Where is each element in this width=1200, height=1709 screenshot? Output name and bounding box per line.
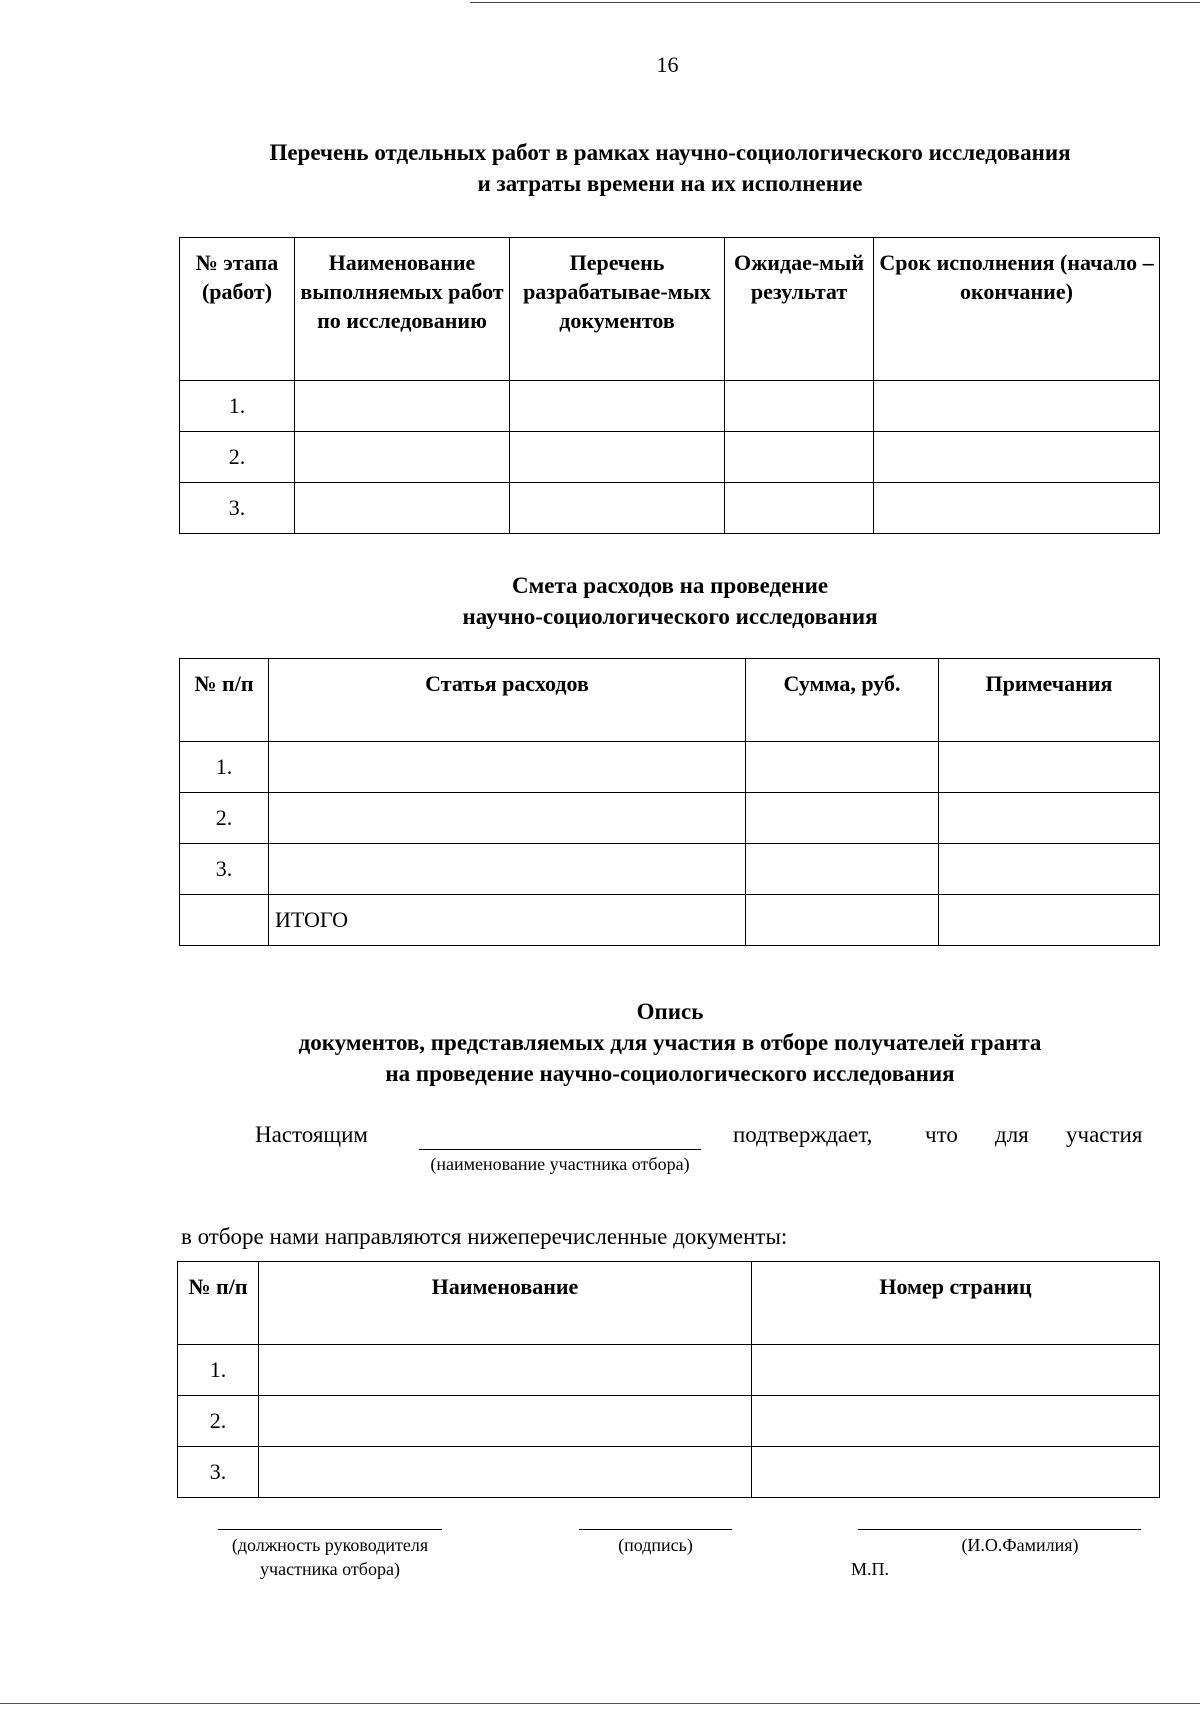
cell	[259, 1447, 752, 1498]
table-row	[180, 844, 1160, 895]
cell	[939, 844, 1160, 895]
cell	[269, 793, 746, 844]
cell	[752, 1396, 1160, 1447]
cell	[746, 895, 939, 946]
signature-caption: (подпись)	[618, 1535, 693, 1555]
row-number: 1.	[180, 381, 295, 432]
position-caption-line2: участника отбора)	[260, 1559, 400, 1579]
section3-title-line1: Опись	[636, 999, 704, 1024]
cell	[295, 432, 510, 483]
row-number: 3.	[180, 483, 295, 534]
row-number: 3.	[178, 1447, 259, 1498]
position-signature-line	[218, 1529, 442, 1530]
section3-title-line2: документов, представляемых для участия в отборе получателей гранта	[298, 1030, 1042, 1055]
top-edge-line	[470, 2, 1200, 3]
row-number: 2.	[178, 1396, 259, 1447]
name-signature-line	[858, 1529, 1141, 1530]
budget-col-number: № п/п	[180, 659, 269, 742]
cell	[180, 895, 269, 946]
cell	[725, 381, 874, 432]
statement-word-nastoyashchim: Настоящим	[255, 1122, 368, 1147]
table-row	[180, 381, 1160, 432]
table-row	[180, 742, 1160, 793]
statement-word-uchastiya: участия	[1066, 1122, 1143, 1147]
bottom-edge-line	[0, 1703, 1200, 1704]
budget-col-item: Статья расходов	[269, 659, 746, 742]
row-number: 1.	[178, 1345, 259, 1396]
cell	[874, 381, 1160, 432]
works-col-stage: № этапа (работ)	[180, 238, 295, 381]
statement-word-podtverzhdaet: подтверждает,	[733, 1122, 873, 1147]
cell	[269, 742, 746, 793]
budget-table	[179, 658, 1160, 946]
budget-col-sum: Сумма, руб.	[746, 659, 939, 742]
row-number: 3.	[180, 844, 269, 895]
cell	[874, 483, 1160, 534]
cell	[939, 742, 1160, 793]
table-row	[180, 432, 1160, 483]
documents-col-pages: Номер страниц	[752, 1262, 1160, 1345]
statement-line2: в отборе нами направляются нижеперечисленные документы:	[181, 1224, 788, 1249]
cell	[752, 1345, 1160, 1396]
cell	[510, 432, 725, 483]
participant-name-caption: (наименование участника отбора)	[430, 1154, 690, 1174]
name-caption: (И.О.Фамилия)	[961, 1535, 1079, 1555]
table-row	[178, 1345, 1160, 1396]
position-caption-line1: (должность руководителя	[231, 1535, 429, 1555]
section2-title-line1: Смета расходов на проведение	[511, 573, 829, 598]
cell	[259, 1345, 752, 1396]
section3-title-line3: на проведение научно-социологического исследования	[385, 1061, 955, 1086]
stamp-label: М.П.	[850, 1559, 889, 1579]
statement-word-chto: что	[925, 1122, 958, 1147]
cell	[746, 793, 939, 844]
works-col-deadline: Срок исполнения (начало – окончание)	[874, 238, 1160, 381]
cell	[746, 742, 939, 793]
total-label: ИТОГО	[269, 895, 746, 946]
cell	[874, 432, 1160, 483]
section1-title-line2: и затраты времени на их исполнение	[477, 171, 863, 196]
cell	[510, 381, 725, 432]
table-row	[178, 1447, 1160, 1498]
cell	[939, 895, 1160, 946]
works-table	[179, 237, 1160, 534]
cell	[725, 483, 874, 534]
participant-name-line	[419, 1149, 701, 1150]
cell	[725, 432, 874, 483]
row-number: 2.	[180, 793, 269, 844]
cell	[510, 483, 725, 534]
section2-title-line2: научно-социологического исследования	[462, 604, 878, 629]
documents-table	[177, 1261, 1160, 1498]
table-row	[180, 793, 1160, 844]
cell	[295, 381, 510, 432]
cell	[295, 483, 510, 534]
works-col-name: Наименование выполняемых работ по исследованию	[295, 238, 510, 381]
documents-col-number: № п/п	[178, 1262, 259, 1345]
works-col-documents: Перечень разрабатывае-мых документов	[510, 238, 725, 381]
signature-line	[579, 1529, 732, 1530]
cell	[939, 793, 1160, 844]
row-number: 2.	[180, 432, 295, 483]
table-row-total	[180, 895, 1160, 946]
section1-title-line1: Перечень отдельных работ в рамках научно-социологического исследования	[269, 140, 1071, 165]
cell	[269, 844, 746, 895]
table-row	[180, 483, 1160, 534]
statement-word-dlya: для	[995, 1122, 1029, 1147]
page-number: 16	[656, 52, 679, 77]
cell	[746, 844, 939, 895]
documents-col-name: Наименование	[259, 1262, 752, 1345]
cell	[259, 1396, 752, 1447]
budget-col-notes: Примечания	[939, 659, 1160, 742]
cell	[752, 1447, 1160, 1498]
works-col-result: Ожидае-мый результат	[725, 238, 874, 381]
row-number: 1.	[180, 742, 269, 793]
table-row	[178, 1396, 1160, 1447]
